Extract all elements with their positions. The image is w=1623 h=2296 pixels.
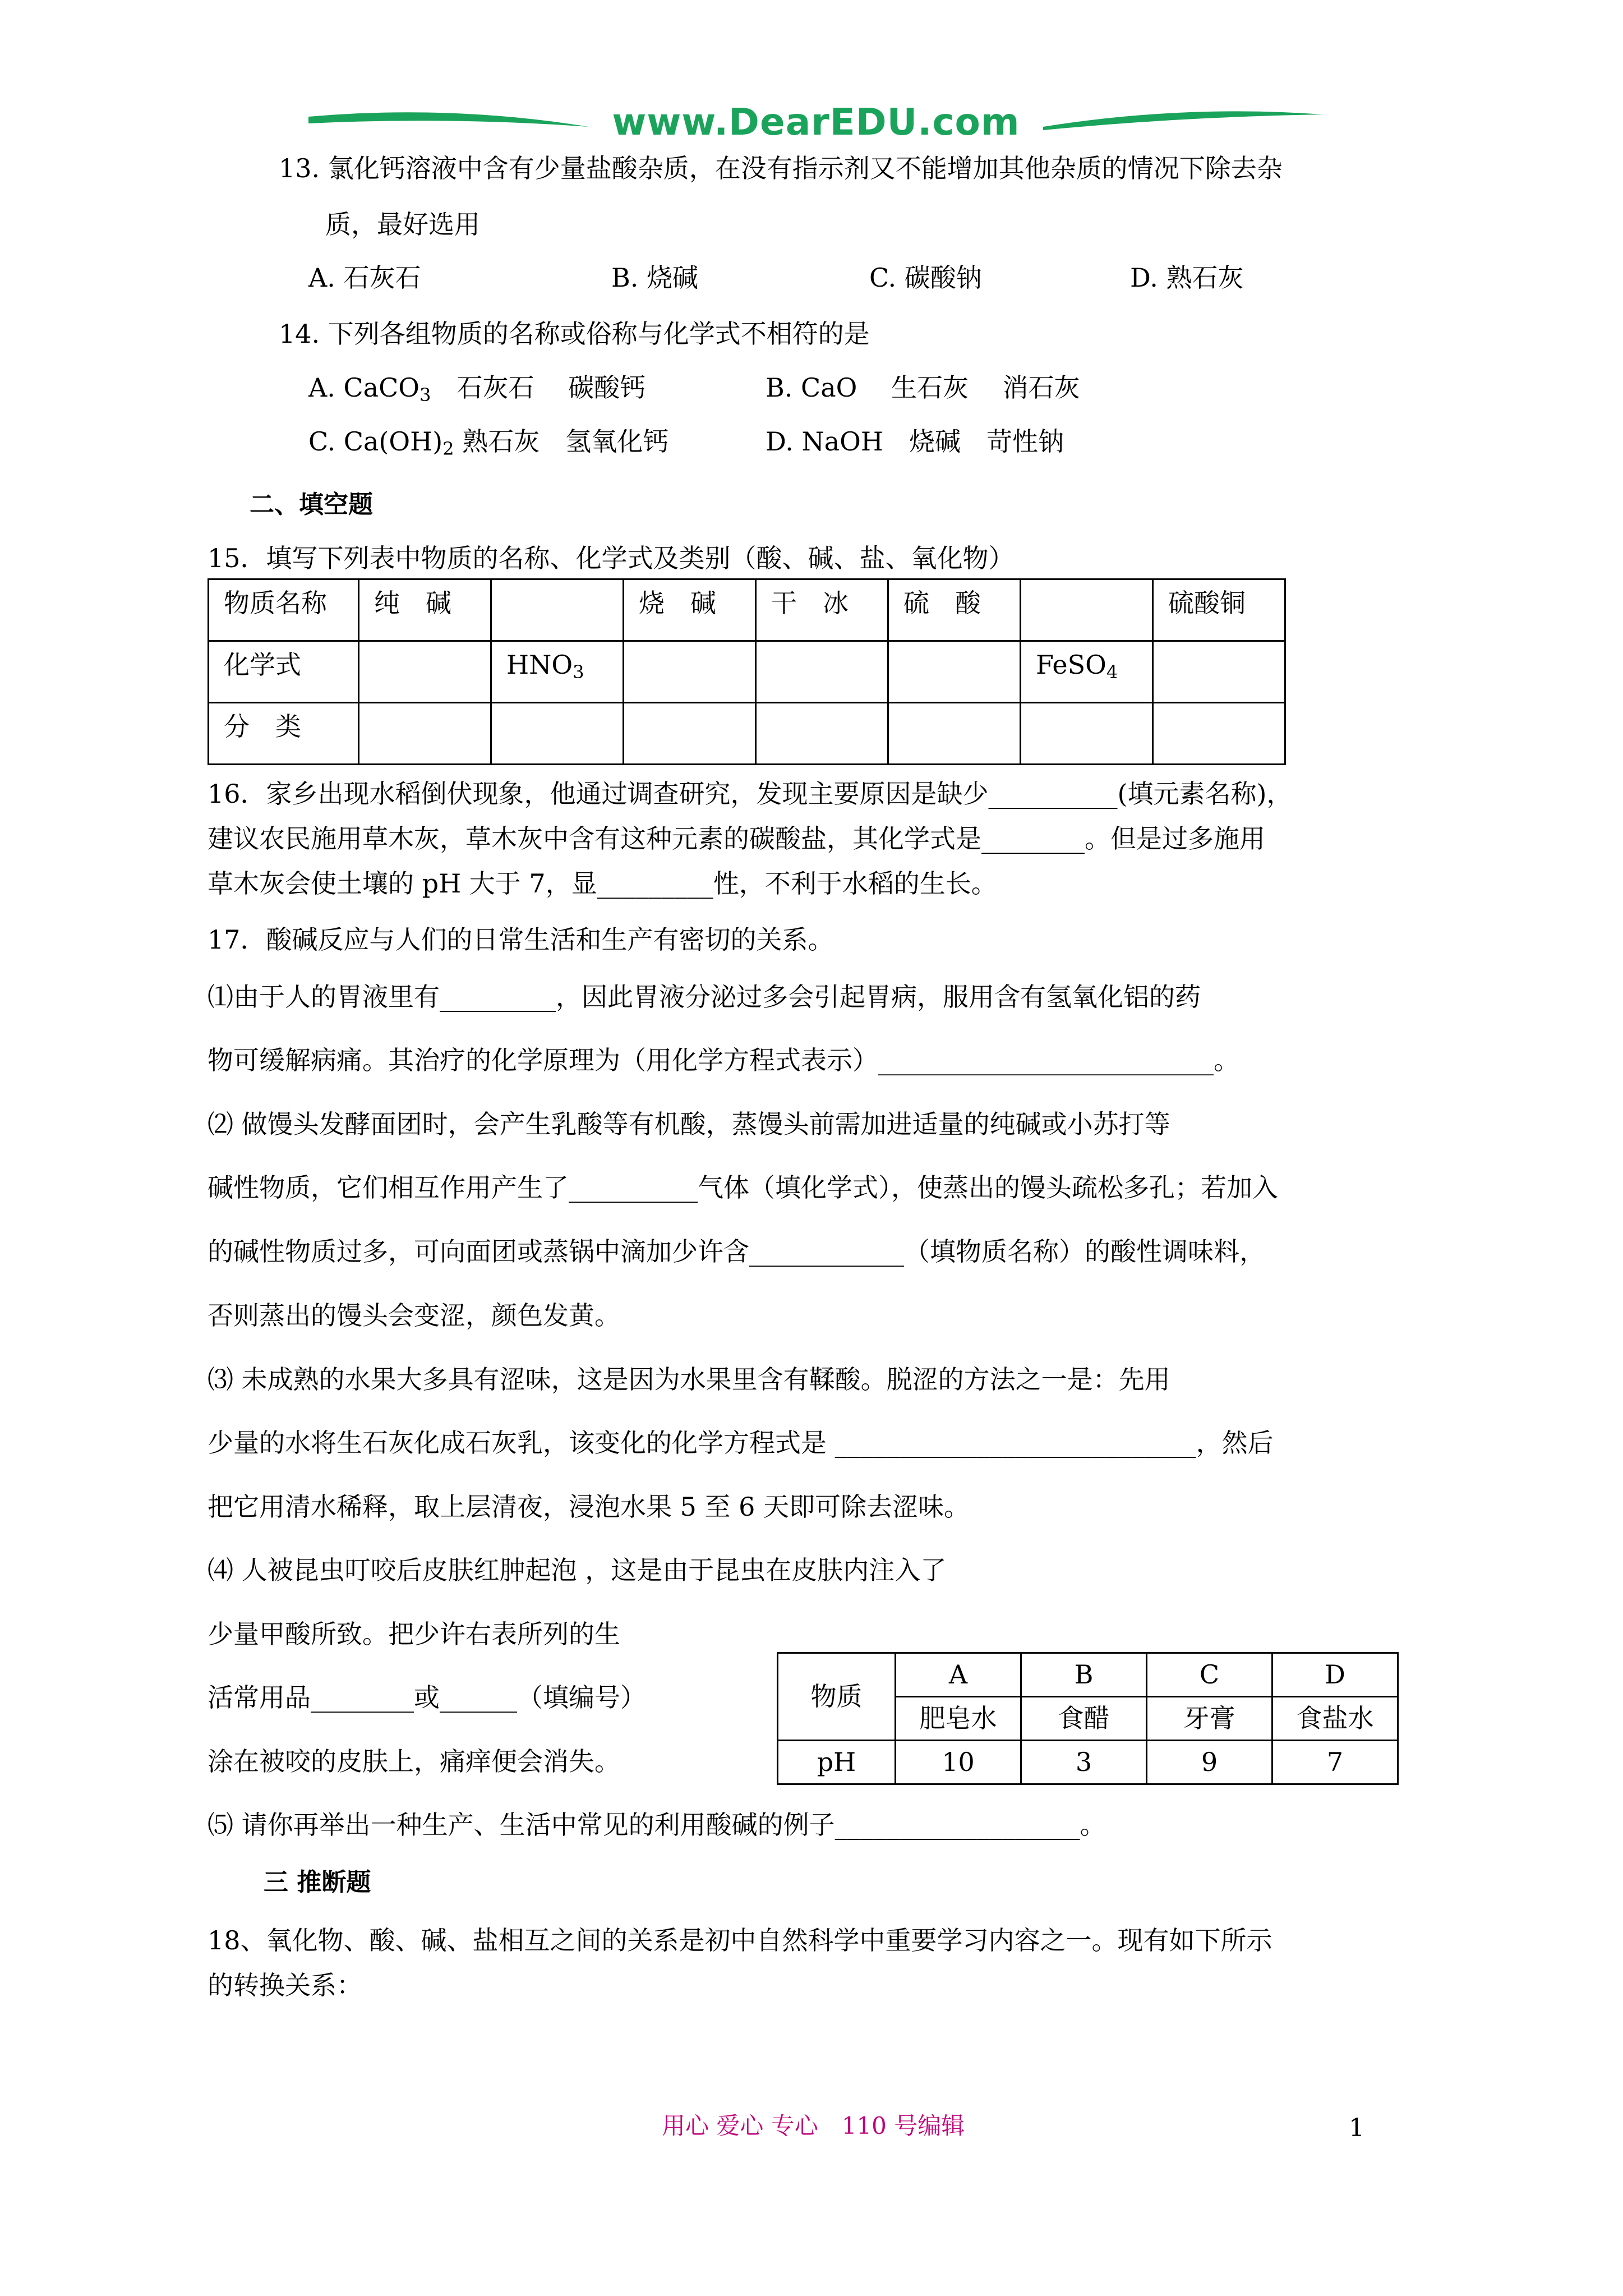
table-cell [1021, 579, 1153, 641]
table-cell [888, 703, 1021, 765]
ph-table [777, 1652, 1399, 1785]
page-number: 1 [1349, 2114, 1364, 2142]
table-cell: 硫酸铜 [1153, 579, 1285, 641]
table-cell: B [1021, 1653, 1147, 1697]
table-cell: 物质 [778, 1653, 896, 1741]
site-logo[interactable]: www.DearEDU.com [612, 100, 1020, 144]
table-cell: 硫 酸 [888, 579, 1021, 641]
table-row [209, 703, 1285, 765]
q18-line-2: 的转换关系： [208, 1970, 362, 2000]
table-cell: $HNO_3$ [491, 641, 624, 703]
table-cell: 牙膏 [1147, 1697, 1272, 1741]
q13-line-2: 质，最好选用 [325, 209, 480, 240]
table-cell: 3 [1021, 1741, 1147, 1784]
table-row [209, 579, 1285, 641]
q16-line-2: 建议农民施用草木灰，草木灰中含有这种元素的碳酸盐，其化学式是________。但是过多施用 [208, 823, 1265, 854]
q17-part2-line-1: ⑵ 做馒头发酵面团时，会产生乳酸等有机酸，蒸馒头前需加进适量的纯碱或小苏打等 [208, 1109, 1170, 1139]
q16-line-3: 草木灰会使土壤的 pH 大于 7，显_________性，不利于水稻的生长。 [208, 868, 997, 899]
table-cell: 食盐水 [1272, 1697, 1398, 1741]
table-cell: 肥皂水 [896, 1697, 1021, 1741]
table-row [209, 641, 1285, 703]
table-cell [888, 641, 1021, 703]
table-cell: pH [778, 1741, 896, 1784]
table-cell: 纯 碱 [359, 579, 491, 641]
q14-option-a: A. CaCO$_3$ 石灰石 碳酸钙 [308, 372, 646, 406]
table-cell: 分 类 [209, 703, 359, 765]
q17-part4-line-3: 活常用品________或______（填编号） [208, 1682, 646, 1713]
q17-part4-line-1: ⑷ 人被昆虫叮咬后皮肤红肿起泡 ，这是由于昆虫在皮肤内注入了 [208, 1555, 947, 1585]
q15-stem: 15．填写下列表中物质的名称、化学式及类别（酸、碱、盐、氧化物） [208, 543, 1015, 573]
q17-part2-line-3: 的碱性物质过多，可向面团或蒸锅中滴加少许含____________（填物质名称）的酸性调味料， [208, 1236, 1265, 1267]
q17-part4-line-2: 少量甲酸所致。把少许右表所列的生 [208, 1619, 620, 1649]
table-cell: C [1147, 1653, 1272, 1697]
table-row [778, 1741, 1398, 1784]
q17-part2-line-2: 碱性物质，它们相互作用产生了__________气体（填化学式），使蒸出的馒头疏松多孔；若加入 [208, 1172, 1278, 1203]
table-cell [1153, 703, 1285, 765]
q13-option-a: A. 石灰石 [308, 263, 421, 293]
q13-option-c: C. 碳酸钠 [869, 263, 982, 293]
table-cell [624, 641, 756, 703]
table-cell [359, 641, 491, 703]
table-cell: 10 [896, 1741, 1021, 1784]
q14-option-c: C. $Ca(OH)_2$ 熟石灰 氢氧化钙 [308, 426, 669, 460]
q13-option-d: D. 熟石灰 [1130, 263, 1244, 293]
q17-stem: 17．酸碱反应与人们的日常生活和生产有密切的关系。 [208, 924, 834, 955]
table-cell: FeSO$_4$ [1021, 641, 1153, 703]
q14-option-d: D. NaOH 烧碱 苛性钠 [766, 426, 1064, 457]
q17-part3-line-3: 把它用清水稀释，取上层清夜，浸泡水果 5 至 6 天即可除去涩味。 [208, 1492, 970, 1522]
q17-part5: ⑸ 请你再举出一种生产、生活中常见的利用酸碱的例子___________________。 [208, 1810, 1106, 1840]
table-cell [624, 703, 756, 765]
q14-stem: 14. 下列各组物质的名称或俗称与化学式不相符的是 [279, 319, 870, 349]
q17-part1-line-2: 物可缓解病痛。其治疗的化学原理为（用化学方程式表示）__________________________。 [208, 1045, 1239, 1075]
table-cell [1021, 703, 1153, 765]
q17-part3-line-1: ⑶ 未成熟的水果大多具有涩味，这是因为水果里含有鞣酸。脱涩的方法之一是：先用 [208, 1364, 1170, 1395]
q13-line-1: 13. 氯化钙溶液中含有少量盐酸杂质，在没有指示剂又不能增加其他杂质的情况下除去杂 [279, 153, 1283, 183]
q17-part4-line-4: 涂在被咬的皮肤上，痛痒便会消失。 [208, 1746, 620, 1777]
table-cell: 化学式 [209, 641, 359, 703]
table-cell [756, 703, 888, 765]
table-cell [756, 641, 888, 703]
q17-part2-line-4: 否则蒸出的馒头会变涩，颜色发黄。 [208, 1300, 620, 1331]
q18-line-1: 18、氧化物、酸、碱、盐相互之间的关系是初中自然科学中重要学习内容之一。现有如下所示 [208, 1925, 1272, 1955]
table-cell: 物质名称 [209, 579, 359, 641]
q13-option-b: B. 烧碱 [611, 263, 699, 293]
table-cell [359, 703, 491, 765]
table-cell: 9 [1147, 1741, 1272, 1784]
table-cell: 食醋 [1021, 1697, 1147, 1741]
header-banner [308, 100, 1324, 145]
table-cell: A [896, 1653, 1021, 1697]
table-cell [1153, 641, 1285, 703]
q17-part1-line-1: ⑴由于人的胃液里有_________，因此胃液分泌过多会引起胃病，服用含有氢氧化铝的药 [208, 982, 1201, 1012]
q15-table [208, 578, 1286, 765]
table-cell: 烧 碱 [624, 579, 756, 641]
table-cell [491, 579, 624, 641]
section-2-heading: 二、填空题 [250, 490, 373, 519]
table-row [778, 1653, 1398, 1697]
table-cell: D [1272, 1653, 1398, 1697]
q16-line-1: 16．家乡出现水稻倒伏现象，他通过调查研究，发现主要原因是缺少__________(填元素名称)， [208, 779, 1293, 809]
table-cell: 7 [1272, 1741, 1398, 1784]
table-cell [491, 703, 624, 765]
section-3-heading: 三 推断题 [264, 1868, 371, 1897]
footer-text: 用心 爱心 专心 110 号编辑 [662, 2112, 965, 2139]
q14-option-b: B. CaO 生石灰 消石灰 [766, 372, 1080, 403]
q17-part3-line-2: 少量的水将生石灰化成石灰乳，该变化的化学方程式是 ____________________________，然后 [208, 1428, 1274, 1458]
table-cell: 干 冰 [756, 579, 888, 641]
